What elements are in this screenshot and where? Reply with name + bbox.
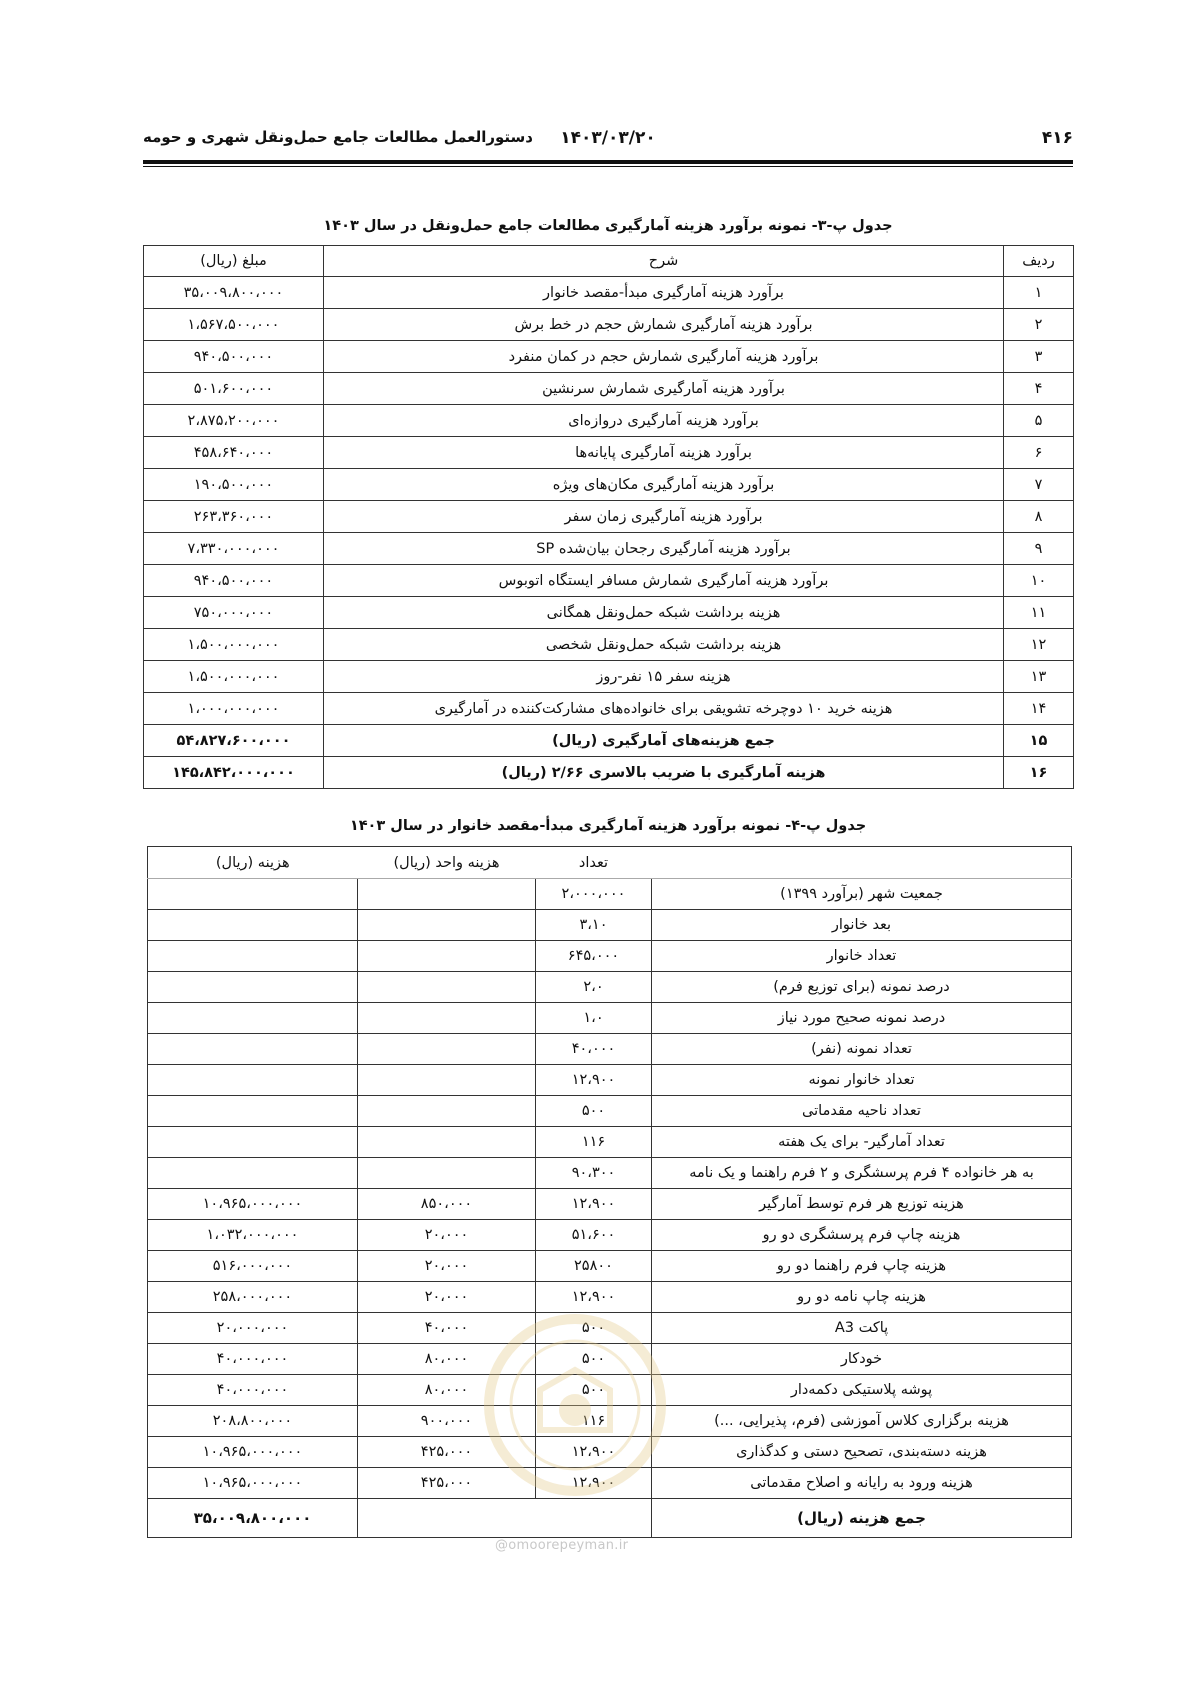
unit-cost-cell: ۴۰،۰۰۰ bbox=[358, 1313, 536, 1344]
description-cell: هزینه برگزاری کلاس آموزشی (فرم، پذیرایی، ...) bbox=[652, 1406, 1072, 1437]
description-cell: برآورد هزینه آمارگیری شمارش حجم در کمان منفرد bbox=[324, 341, 1004, 373]
description-cell: برآورد هزینه آمارگیری زمان سفر bbox=[324, 501, 1004, 533]
description-cell: پوشه پلاستیکی دکمه‌دار bbox=[652, 1375, 1072, 1406]
header-description bbox=[652, 847, 1072, 879]
table-row bbox=[144, 437, 1074, 469]
unit-cost-cell: ۸۵۰،۰۰۰ bbox=[358, 1189, 536, 1220]
table-row bbox=[144, 693, 1074, 725]
count-cell: ۲،۰۰۰،۰۰۰ bbox=[536, 879, 652, 910]
table-row bbox=[148, 1034, 1072, 1065]
table-row bbox=[144, 725, 1074, 757]
amount-cell: ۵۴،۸۲۷،۶۰۰،۰۰۰ bbox=[144, 725, 324, 757]
page-header bbox=[143, 128, 1073, 152]
table-row bbox=[144, 661, 1074, 693]
description-cell: برآورد هزینه آمارگیری شمارش مسافر ایستگاه اتوبوس bbox=[324, 565, 1004, 597]
od-survey-cost-table bbox=[147, 846, 1072, 1538]
row-number-cell: ۱ bbox=[1004, 277, 1074, 309]
amount-cell: ۷،۳۳۰،۰۰۰،۰۰۰ bbox=[144, 533, 324, 565]
row-number-cell: ۷ bbox=[1004, 469, 1074, 501]
amount-cell: ۴۵۸،۶۴۰،۰۰۰ bbox=[144, 437, 324, 469]
cost-cell bbox=[148, 941, 358, 972]
count-cell: ۵۰۰ bbox=[536, 1313, 652, 1344]
description-cell: هزینه سفر ۱۵ نفر-روز bbox=[324, 661, 1004, 693]
header-unit-cost: هزینه واحد (ریال) bbox=[358, 847, 536, 879]
row-number-cell: ۹ bbox=[1004, 533, 1074, 565]
total-row bbox=[148, 1499, 1072, 1538]
row-number-cell: ۱۶ bbox=[1004, 757, 1074, 789]
unit-cost-cell bbox=[358, 1127, 536, 1158]
page-number: ۴۱۶ bbox=[1041, 128, 1073, 148]
table-row bbox=[148, 1158, 1072, 1189]
cost-cell bbox=[148, 1003, 358, 1034]
description-cell: هزینه برداشت شبکه حمل‌ونقل شخصی bbox=[324, 629, 1004, 661]
cost-cell: ۱۰،۹۶۵،۰۰۰،۰۰۰ bbox=[148, 1189, 358, 1220]
table-row bbox=[144, 469, 1074, 501]
table-row bbox=[148, 1096, 1072, 1127]
table-row bbox=[148, 1003, 1072, 1034]
table-row bbox=[148, 1344, 1072, 1375]
description-cell: هزینه ورود به رایانه و اصلاح مقدماتی bbox=[652, 1468, 1072, 1499]
header-description: شرح bbox=[324, 246, 1004, 277]
description-cell: تعداد ناحیه مقدماتی bbox=[652, 1096, 1072, 1127]
description-cell: تعداد خانوار bbox=[652, 941, 1072, 972]
cost-cell bbox=[148, 1034, 358, 1065]
cost-cell bbox=[148, 879, 358, 910]
count-cell: ۵۰۰ bbox=[536, 1344, 652, 1375]
table-row bbox=[148, 1251, 1072, 1282]
row-number-cell: ۵ bbox=[1004, 405, 1074, 437]
count-cell: ۳،۱۰ bbox=[536, 910, 652, 941]
document-title: دستورالعمل مطالعات جامع حمل‌ونقل شهری و حومه bbox=[143, 128, 533, 146]
description-cell: هزینه دسته‌بندی، تصحیح دستی و کدگذاری bbox=[652, 1437, 1072, 1468]
row-number-cell: ۱۲ bbox=[1004, 629, 1074, 661]
cost-cell: ۲۰،۰۰۰،۰۰۰ bbox=[148, 1313, 358, 1344]
table-row bbox=[148, 1437, 1072, 1468]
header-rule-thin bbox=[143, 166, 1073, 167]
count-cell: ۱۲،۹۰۰ bbox=[536, 1468, 652, 1499]
count-cell: ۱،۰ bbox=[536, 1003, 652, 1034]
row-number-cell: ۳ bbox=[1004, 341, 1074, 373]
table-row bbox=[144, 373, 1074, 405]
unit-cost-cell bbox=[358, 1158, 536, 1189]
unit-cost-cell bbox=[358, 1003, 536, 1034]
count-cell: ۲۵۸۰۰ bbox=[536, 1251, 652, 1282]
table-row bbox=[144, 309, 1074, 341]
description-cell: هزینه آمارگیری با ضریب بالاسری ۲/۶۶ (ریال) bbox=[324, 757, 1004, 789]
table-header-row bbox=[148, 847, 1072, 879]
count-cell: ۵۰۰ bbox=[536, 1375, 652, 1406]
table-row bbox=[148, 1127, 1072, 1158]
count-cell: ۶۴۵،۰۰۰ bbox=[536, 941, 652, 972]
table-row bbox=[144, 405, 1074, 437]
amount-cell: ۱،۵۰۰،۰۰۰،۰۰۰ bbox=[144, 629, 324, 661]
count-cell: ۹۰،۳۰۰ bbox=[536, 1158, 652, 1189]
description-cell: هزینه برداشت شبکه حمل‌ونقل همگانی bbox=[324, 597, 1004, 629]
cost-cell: ۴۰،۰۰۰،۰۰۰ bbox=[148, 1344, 358, 1375]
count-cell: ۱۲،۹۰۰ bbox=[536, 1437, 652, 1468]
amount-cell: ۱۹۰،۵۰۰،۰۰۰ bbox=[144, 469, 324, 501]
table-row bbox=[148, 941, 1072, 972]
header-row-number: ردیف bbox=[1004, 246, 1074, 277]
count-cell: ۵۱،۶۰۰ bbox=[536, 1220, 652, 1251]
row-number-cell: ۱۵ bbox=[1004, 725, 1074, 757]
watermark-url: @omoorepeyman.ir bbox=[495, 1538, 629, 1553]
count-cell: ۲،۰ bbox=[536, 972, 652, 1003]
header-cost: هزینه (ریال) bbox=[148, 847, 358, 879]
amount-cell: ۱،۵۰۰،۰۰۰،۰۰۰ bbox=[144, 661, 324, 693]
unit-cost-cell bbox=[358, 910, 536, 941]
unit-cost-cell bbox=[358, 879, 536, 910]
cost-cell: ۱۰،۹۶۵،۰۰۰،۰۰۰ bbox=[148, 1437, 358, 1468]
table-row bbox=[148, 1406, 1072, 1437]
count-cell: ۵۰۰ bbox=[536, 1096, 652, 1127]
unit-cost-cell: ۸۰،۰۰۰ bbox=[358, 1375, 536, 1406]
unit-cost-cell bbox=[358, 1034, 536, 1065]
row-number-cell: ۱۱ bbox=[1004, 597, 1074, 629]
cost-cell: ۲۵۸،۰۰۰،۰۰۰ bbox=[148, 1282, 358, 1313]
count-cell: ۱۲،۹۰۰ bbox=[536, 1282, 652, 1313]
description-cell: برآورد هزینه آمارگیری پایانه‌ها bbox=[324, 437, 1004, 469]
description-cell: جمع هزینه‌های آمارگیری (ریال) bbox=[324, 725, 1004, 757]
description-cell: هزینه چاپ فرم پرسشگری دو رو bbox=[652, 1220, 1072, 1251]
cost-cell: ۴۰،۰۰۰،۰۰۰ bbox=[148, 1375, 358, 1406]
description-cell: هزینه خرید ۱۰ دوچرخه تشویقی برای خانواده‌های مشارکت‌کننده در آمارگیری bbox=[324, 693, 1004, 725]
total-value: ۳۵،۰۰۹،۸۰۰،۰۰۰ bbox=[148, 1499, 358, 1538]
cost-cell: ۲۰۸،۸۰۰،۰۰۰ bbox=[148, 1406, 358, 1437]
table-row bbox=[144, 629, 1074, 661]
description-cell: خودکار bbox=[652, 1344, 1072, 1375]
row-number-cell: ۲ bbox=[1004, 309, 1074, 341]
unit-cost-cell: ۴۲۵،۰۰۰ bbox=[358, 1437, 536, 1468]
unit-cost-cell bbox=[358, 1065, 536, 1096]
table-row bbox=[148, 1313, 1072, 1344]
table-header-row bbox=[144, 246, 1074, 277]
row-number-cell: ۱۴ bbox=[1004, 693, 1074, 725]
row-number-cell: ۱۰ bbox=[1004, 565, 1074, 597]
description-cell: هزینه چاپ فرم راهنما دو رو bbox=[652, 1251, 1072, 1282]
table-row bbox=[144, 565, 1074, 597]
table-row bbox=[148, 1189, 1072, 1220]
table-row bbox=[144, 341, 1074, 373]
row-number-cell: ۱۳ bbox=[1004, 661, 1074, 693]
amount-cell: ۹۴۰،۵۰۰،۰۰۰ bbox=[144, 565, 324, 597]
cost-cell bbox=[148, 1158, 358, 1189]
amount-cell: ۱،۰۰۰،۰۰۰،۰۰۰ bbox=[144, 693, 324, 725]
description-cell: برآورد هزینه آمارگیری دروازه‌ای bbox=[324, 405, 1004, 437]
description-cell: برآورد هزینه آمارگیری شمارش سرنشین bbox=[324, 373, 1004, 405]
count-cell: ۱۱۶ bbox=[536, 1127, 652, 1158]
description-cell: پاکت A3 bbox=[652, 1313, 1072, 1344]
total-empty-unit bbox=[358, 1499, 536, 1538]
description-cell: برآورد هزینه آمارگیری مکان‌های ویژه bbox=[324, 469, 1004, 501]
unit-cost-cell: ۹۰۰،۰۰۰ bbox=[358, 1406, 536, 1437]
amount-cell: ۱۴۵،۸۴۲،۰۰۰،۰۰۰ bbox=[144, 757, 324, 789]
table-row bbox=[144, 757, 1074, 789]
unit-cost-cell: ۲۰،۰۰۰ bbox=[358, 1220, 536, 1251]
description-cell: بعد خانوار bbox=[652, 910, 1072, 941]
unit-cost-cell bbox=[358, 941, 536, 972]
unit-cost-cell bbox=[358, 1096, 536, 1127]
description-cell: هزینه چاپ نامه دو رو bbox=[652, 1282, 1072, 1313]
header-amount: مبلغ (ریال) bbox=[144, 246, 324, 277]
cost-cell bbox=[148, 1127, 358, 1158]
description-cell: به هر خانواده ۴ فرم پرسشگری و ۲ فرم راهنما و یک نامه bbox=[652, 1158, 1072, 1189]
table-row bbox=[144, 501, 1074, 533]
description-cell: برآورد هزینه آمارگیری مبدأ-مقصد خانوار bbox=[324, 277, 1004, 309]
total-empty-count bbox=[536, 1499, 652, 1538]
row-number-cell: ۶ bbox=[1004, 437, 1074, 469]
unit-cost-cell: ۲۰،۰۰۰ bbox=[358, 1251, 536, 1282]
unit-cost-cell: ۸۰،۰۰۰ bbox=[358, 1344, 536, 1375]
row-number-cell: ۸ bbox=[1004, 501, 1074, 533]
table2-caption: جدول پ-۴- نمونه برآورد هزینه آمارگیری مبدأ-مقصد خانوار در سال ۱۴۰۳ bbox=[349, 818, 867, 834]
table-row bbox=[148, 1282, 1072, 1313]
amount-cell: ۲،۸۷۵،۲۰۰،۰۰۰ bbox=[144, 405, 324, 437]
cost-cell: ۵۱۶،۰۰۰،۰۰۰ bbox=[148, 1251, 358, 1282]
description-cell: تعداد نمونه (نفر) bbox=[652, 1034, 1072, 1065]
cost-cell bbox=[148, 972, 358, 1003]
description-cell: برآورد هزینه آمارگیری شمارش حجم در خط برش bbox=[324, 309, 1004, 341]
description-cell: هزینه توزیع هر فرم توسط آمارگیر bbox=[652, 1189, 1072, 1220]
amount-cell: ۲۶۳،۳۶۰،۰۰۰ bbox=[144, 501, 324, 533]
total-label: جمع هزینه (ریال) bbox=[652, 1499, 1072, 1538]
amount-cell: ۳۵،۰۰۹،۸۰۰،۰۰۰ bbox=[144, 277, 324, 309]
table1-caption: جدول پ-۳- نمونه برآورد هزینه آمارگیری مطالعات جامع حمل‌ونقل در سال ۱۴۰۳ bbox=[323, 218, 893, 234]
description-cell: تعداد آمارگیر- برای یک هفته bbox=[652, 1127, 1072, 1158]
description-cell: جمعیت شهر (برآورد ۱۳۹۹) bbox=[652, 879, 1072, 910]
cost-estimate-table bbox=[143, 245, 1074, 789]
cost-cell bbox=[148, 1096, 358, 1127]
amount-cell: ۱،۵۶۷،۵۰۰،۰۰۰ bbox=[144, 309, 324, 341]
description-cell: برآورد هزینه آمارگیری رجحان بیان‌شده SP bbox=[324, 533, 1004, 565]
row-number-cell: ۴ bbox=[1004, 373, 1074, 405]
table-row bbox=[144, 597, 1074, 629]
header-count: تعداد bbox=[536, 847, 652, 879]
count-cell: ۱۱۶ bbox=[536, 1406, 652, 1437]
table-row bbox=[148, 972, 1072, 1003]
table-row bbox=[144, 277, 1074, 309]
table-row bbox=[148, 1220, 1072, 1251]
amount-cell: ۵۰۱،۶۰۰،۰۰۰ bbox=[144, 373, 324, 405]
table-row bbox=[144, 533, 1074, 565]
unit-cost-cell: ۴۲۵،۰۰۰ bbox=[358, 1468, 536, 1499]
header-rule-thick bbox=[143, 160, 1073, 164]
count-cell: ۴۰،۰۰۰ bbox=[536, 1034, 652, 1065]
document-date: ۱۴۰۳/۰۳/۲۰ bbox=[560, 128, 656, 148]
cost-cell bbox=[148, 910, 358, 941]
cost-cell: ۱،۰۳۲،۰۰۰،۰۰۰ bbox=[148, 1220, 358, 1251]
description-cell: درصد نمونه (برای توزیع فرم) bbox=[652, 972, 1072, 1003]
table-row bbox=[148, 910, 1072, 941]
amount-cell: ۷۵۰،۰۰۰،۰۰۰ bbox=[144, 597, 324, 629]
table-row bbox=[148, 1065, 1072, 1096]
cost-cell bbox=[148, 1065, 358, 1096]
unit-cost-cell: ۲۰،۰۰۰ bbox=[358, 1282, 536, 1313]
description-cell: تعداد خانوار نمونه bbox=[652, 1065, 1072, 1096]
count-cell: ۱۲،۹۰۰ bbox=[536, 1065, 652, 1096]
cost-cell: ۱۰،۹۶۵،۰۰۰،۰۰۰ bbox=[148, 1468, 358, 1499]
unit-cost-cell bbox=[358, 972, 536, 1003]
table-row bbox=[148, 1468, 1072, 1499]
count-cell: ۱۲،۹۰۰ bbox=[536, 1189, 652, 1220]
table-row bbox=[148, 1375, 1072, 1406]
table-row bbox=[148, 879, 1072, 910]
amount-cell: ۹۴۰،۵۰۰،۰۰۰ bbox=[144, 341, 324, 373]
description-cell: درصد نمونه صحیح مورد نیاز bbox=[652, 1003, 1072, 1034]
